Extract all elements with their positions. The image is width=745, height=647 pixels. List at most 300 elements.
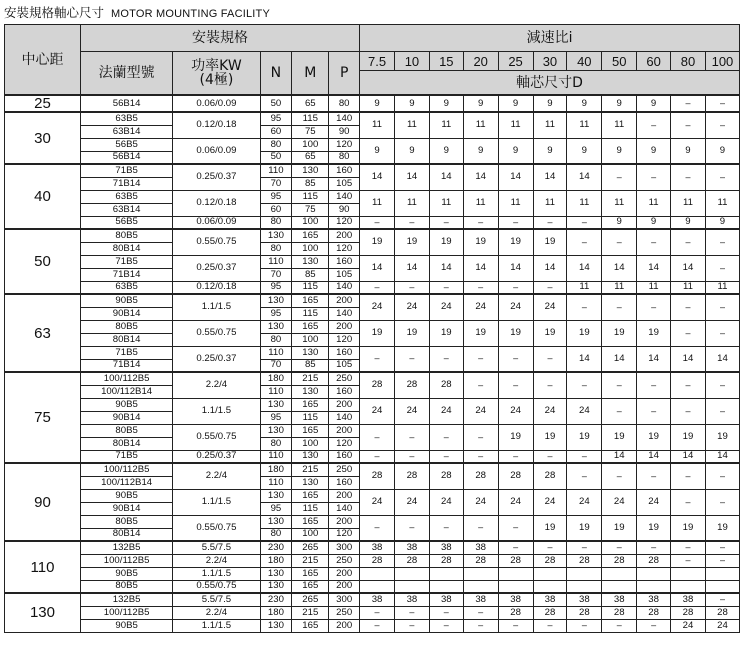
n-cell: 180 [260, 463, 292, 476]
m-cell: 75 [292, 203, 329, 216]
shaft-size-cell: – [394, 346, 429, 372]
table-row [5, 95, 740, 112]
m-cell: 165 [292, 229, 329, 242]
n-cell: 95 [260, 411, 292, 424]
shaft-size-cell: 24 [394, 294, 429, 320]
shaft-size-cell: – [671, 372, 706, 398]
ratio-header: 7.5 [360, 52, 395, 71]
shaft-size-cell: – [671, 229, 706, 255]
shaft-size-cell: 19 [533, 229, 567, 255]
shaft-size-cell: – [360, 346, 395, 372]
shaft-size-cell: 24 [429, 489, 463, 515]
m-cell: 75 [292, 125, 329, 138]
ratio-header: 25 [498, 52, 533, 71]
shaft-size-cell: – [533, 216, 567, 229]
shaft-size-cell: – [567, 294, 602, 320]
power-cell: 0.12/0.18 [173, 190, 260, 216]
shaft-size-cell: – [463, 606, 498, 619]
n-cell: 80 [260, 528, 292, 541]
shaft-size-cell: 28 [602, 554, 637, 567]
shaft-size-cell: 14 [637, 346, 671, 372]
shaft-size-cell [394, 567, 429, 580]
shaft-size-cell: 28 [498, 463, 533, 489]
power-cell: 0.55/0.75 [173, 320, 260, 346]
shaft-size-cell: 9 [463, 138, 498, 164]
shaft-size-cell: – [567, 450, 602, 463]
m-cell: 115 [292, 502, 329, 515]
table-row [5, 489, 740, 502]
shaft-size-cell: – [463, 424, 498, 450]
flange-cell: 56B5 [80, 138, 172, 151]
m-cell: 165 [292, 567, 329, 580]
table-row [5, 593, 740, 606]
shaft-size-cell: 19 [671, 515, 706, 541]
shaft-size-cell: 19 [671, 424, 706, 450]
p-cell: 250 [329, 554, 360, 567]
shaft-size-cell: – [637, 112, 671, 138]
flange-cell: 90B14 [80, 411, 172, 424]
p-cell: 120 [329, 242, 360, 255]
n-cell: 80 [260, 242, 292, 255]
shaft-size-cell: – [671, 112, 706, 138]
p-cell: 200 [329, 320, 360, 333]
power-cell: 2.2/4 [173, 372, 260, 398]
n-cell: 110 [260, 346, 292, 359]
shaft-size-cell: 14 [533, 255, 567, 281]
n-cell: 80 [260, 437, 292, 450]
n-cell: 180 [260, 554, 292, 567]
shaft-size-cell: – [602, 372, 637, 398]
shaft-size-cell: 11 [567, 112, 602, 138]
power-cell: 0.55/0.75 [173, 229, 260, 255]
mounting-spec-table [4, 24, 740, 633]
flange-cell: 80B14 [80, 528, 172, 541]
p-cell: 120 [329, 437, 360, 450]
shaft-size-cell: – [360, 424, 395, 450]
shaft-size-cell: 11 [671, 281, 706, 294]
m-cell: 115 [292, 190, 329, 203]
flange-cell: 71B14 [80, 177, 172, 190]
p-cell: 105 [329, 359, 360, 372]
shaft-size-cell: 19 [463, 320, 498, 346]
table-body [5, 95, 740, 632]
shaft-size-cell: 28 [533, 554, 567, 567]
shaft-size-cell: 11 [602, 190, 637, 216]
flange-cell: 100/112B5 [80, 372, 172, 385]
shaft-size-cell: 24 [567, 398, 602, 424]
flange-cell: 90B5 [80, 489, 172, 502]
shaft-size-cell: 28 [360, 554, 395, 567]
n-cell: 110 [260, 255, 292, 268]
flange-cell: 80B5 [80, 515, 172, 528]
flange-cell: 100/112B14 [80, 385, 172, 398]
shaft-size-cell: – [533, 619, 567, 632]
m-cell: 65 [292, 95, 329, 112]
title-zh: 安裝規格軸心尺寸 [4, 5, 105, 20]
ratio-header: 80 [671, 52, 706, 71]
shaft-size-cell [602, 580, 637, 593]
shaft-size-cell [498, 567, 533, 580]
p-cell: 140 [329, 281, 360, 294]
shaft-size-cell [429, 567, 463, 580]
shaft-size-cell: – [637, 398, 671, 424]
flange-cell: 71B5 [80, 450, 172, 463]
shaft-size-cell: 14 [429, 164, 463, 190]
shaft-size-cell: – [637, 294, 671, 320]
flange-cell: 90B5 [80, 294, 172, 307]
m-cell: 100 [292, 437, 329, 450]
shaft-size-cell: 19 [463, 229, 498, 255]
m-cell: 130 [292, 255, 329, 268]
n-cell: 50 [260, 151, 292, 164]
shaft-size-cell: 28 [602, 606, 637, 619]
n-cell: 180 [260, 606, 292, 619]
shaft-size-cell: – [429, 606, 463, 619]
table-row [5, 450, 740, 463]
p-cell: 140 [329, 112, 360, 125]
flange-cell: 63B5 [80, 281, 172, 294]
shaft-size-cell: – [360, 515, 395, 541]
shaft-size-cell: – [705, 541, 739, 554]
m-cell: 65 [292, 151, 329, 164]
shaft-size-cell: 19 [567, 424, 602, 450]
table-row [5, 164, 740, 177]
n-cell: 95 [260, 502, 292, 515]
shaft-size-cell: 14 [567, 164, 602, 190]
shaft-size-cell: – [498, 216, 533, 229]
shaft-size-cell: 11 [463, 190, 498, 216]
shaft-size-cell: – [637, 229, 671, 255]
flange-cell: 63B14 [80, 203, 172, 216]
table-header [5, 25, 740, 96]
center-distance-cell: 75 [5, 372, 81, 463]
shaft-size-cell: 9 [671, 216, 706, 229]
n-cell: 110 [260, 476, 292, 489]
center-distance-cell: 40 [5, 164, 81, 229]
shaft-size-cell: 28 [637, 606, 671, 619]
n-cell: 130 [260, 398, 292, 411]
shaft-size-cell [637, 567, 671, 580]
n-cell: 130 [260, 619, 292, 632]
flange-cell: 71B14 [80, 359, 172, 372]
table-row [5, 138, 740, 151]
shaft-size-cell: 14 [567, 255, 602, 281]
table-row [5, 190, 740, 203]
n-cell: 130 [260, 489, 292, 502]
shaft-size-cell: 19 [533, 320, 567, 346]
shaft-size-cell: 28 [360, 372, 395, 398]
shaft-size-cell: 14 [360, 255, 395, 281]
n-cell: 130 [260, 229, 292, 242]
shaft-size-cell: 24 [533, 398, 567, 424]
shaft-size-cell: 9 [705, 138, 739, 164]
shaft-size-cell: 11 [567, 281, 602, 294]
shaft-size-cell: – [394, 606, 429, 619]
shaft-size-cell: 38 [602, 593, 637, 606]
power-cell: 2.2/4 [173, 606, 260, 619]
shaft-size-cell: 28 [567, 554, 602, 567]
shaft-size-cell: – [602, 229, 637, 255]
m-cell: 165 [292, 489, 329, 502]
m-cell: 100 [292, 333, 329, 346]
shaft-size-cell [671, 567, 706, 580]
p-cell: 200 [329, 294, 360, 307]
m-cell: 130 [292, 385, 329, 398]
shaft-size-cell: – [394, 424, 429, 450]
power-cell: 0.06/0.09 [173, 95, 260, 112]
flange-cell: 132B5 [80, 541, 172, 554]
shaft-size-cell: 9 [394, 138, 429, 164]
n-cell: 95 [260, 190, 292, 203]
shaft-size-cell: 38 [637, 593, 671, 606]
p-cell: 300 [329, 541, 360, 554]
power-cell: 0.12/0.18 [173, 281, 260, 294]
m-cell: 115 [292, 112, 329, 125]
power-cell: 0.25/0.37 [173, 450, 260, 463]
shaft-size-cell: 14 [671, 346, 706, 372]
shaft-size-cell: 28 [463, 554, 498, 567]
m-cell: 165 [292, 619, 329, 632]
shaft-size-cell: – [567, 372, 602, 398]
shaft-size-cell: 19 [533, 515, 567, 541]
table-row [5, 294, 740, 307]
power-cell: 0.06/0.09 [173, 216, 260, 229]
shaft-size-cell: – [498, 450, 533, 463]
shaft-size-cell: 28 [637, 554, 671, 567]
n-cell: 230 [260, 541, 292, 554]
p-cell: 105 [329, 268, 360, 281]
table-row [5, 216, 740, 229]
m-cell: 100 [292, 216, 329, 229]
p-cell: 90 [329, 203, 360, 216]
shaft-size-cell: 11 [567, 190, 602, 216]
flange-cell: 100/112B5 [80, 554, 172, 567]
shaft-size-cell: – [602, 619, 637, 632]
shaft-size-cell: 14 [705, 346, 739, 372]
flange-cell: 80B5 [80, 424, 172, 437]
install-spec-header: 安裝規格 [80, 25, 359, 52]
shaft-size-cell: 28 [533, 463, 567, 489]
shaft-size-cell: – [705, 398, 739, 424]
shaft-size-cell: 11 [498, 190, 533, 216]
p-cell: 200 [329, 619, 360, 632]
shaft-size-cell: 9 [498, 138, 533, 164]
shaft-size-cell: 24 [671, 619, 706, 632]
n-cell: 50 [260, 95, 292, 112]
shaft-size-cell: – [567, 463, 602, 489]
shaft-size-cell: 14 [637, 450, 671, 463]
shaft-size-cell: 24 [637, 489, 671, 515]
shaft-size-cell: – [671, 463, 706, 489]
shaft-size-cell: 24 [463, 489, 498, 515]
m-cell: 165 [292, 320, 329, 333]
p-cell: 160 [329, 255, 360, 268]
flange-cell: 80B5 [80, 229, 172, 242]
shaft-size-cell: – [463, 281, 498, 294]
p-cell: 80 [329, 151, 360, 164]
m-cell: 85 [292, 268, 329, 281]
shaft-size-cell: 28 [705, 606, 739, 619]
shaft-size-cell: 19 [705, 515, 739, 541]
ratio-header: 100 [705, 52, 739, 71]
table-row [5, 255, 740, 268]
shaft-size-cell: – [637, 541, 671, 554]
shaft-size-cell: 24 [360, 398, 395, 424]
p-cell: 120 [329, 138, 360, 151]
shaft-size-cell: 28 [429, 372, 463, 398]
shaft-size-cell: – [360, 606, 395, 619]
p-cell: 200 [329, 515, 360, 528]
power-cell: 1.1/1.5 [173, 294, 260, 320]
shaft-size-cell: 24 [394, 489, 429, 515]
p-cell: 250 [329, 606, 360, 619]
shaft-size-cell: – [533, 372, 567, 398]
shaft-size-cell: 28 [429, 463, 463, 489]
shaft-size-cell: – [498, 619, 533, 632]
shaft-size-cell: – [567, 216, 602, 229]
n-cell: 70 [260, 268, 292, 281]
shaft-size-cell: 14 [429, 255, 463, 281]
page-title [4, 3, 270, 21]
shaft-size-cell: 28 [394, 463, 429, 489]
shaft-size-cell: – [602, 463, 637, 489]
p-cell: 105 [329, 177, 360, 190]
table-row [5, 320, 740, 333]
power-cell: 0.06/0.09 [173, 138, 260, 164]
shaft-size-cell: 9 [637, 216, 671, 229]
m-cell: 100 [292, 242, 329, 255]
n-cell: 60 [260, 125, 292, 138]
shaft-size-cell: – [705, 112, 739, 138]
m-cell: 265 [292, 541, 329, 554]
n-cell: 110 [260, 385, 292, 398]
shaft-size-cell: 38 [360, 541, 395, 554]
table-row [5, 606, 740, 619]
shaft-size-cell: 14 [463, 255, 498, 281]
shaft-size-cell: – [463, 619, 498, 632]
shaft-size-cell [567, 580, 602, 593]
power-cell: 0.55/0.75 [173, 515, 260, 541]
n-cell: 95 [260, 112, 292, 125]
flange-cell: 90B14 [80, 307, 172, 320]
p-cell: 300 [329, 593, 360, 606]
flange-cell: 90B5 [80, 398, 172, 411]
p-cell: 120 [329, 333, 360, 346]
table-row [5, 554, 740, 567]
shaft-size-cell: – [671, 294, 706, 320]
p-cell: 120 [329, 216, 360, 229]
p-cell: 200 [329, 398, 360, 411]
n-cell: 60 [260, 203, 292, 216]
shaft-size-cell: 14 [671, 450, 706, 463]
reduction-ratio-header: 減速比i [360, 25, 740, 52]
m-cell: 215 [292, 554, 329, 567]
flange-cell: 100/112B14 [80, 476, 172, 489]
ratio-header: 50 [602, 52, 637, 71]
p-cell: 160 [329, 450, 360, 463]
table-row [5, 619, 740, 632]
shaft-size-cell: – [463, 515, 498, 541]
shaft-size-cell: 9 [567, 95, 602, 112]
shaft-size-cell: 38 [429, 541, 463, 554]
power-cell: 2.2/4 [173, 463, 260, 489]
shaft-size-cell: 14 [498, 255, 533, 281]
n-cell: 180 [260, 372, 292, 385]
p-cell: 160 [329, 164, 360, 177]
table-row [5, 541, 740, 554]
flange-cell: 71B14 [80, 268, 172, 281]
m-cell: 115 [292, 411, 329, 424]
table-row [5, 463, 740, 476]
shaft-size-cell: – [602, 398, 637, 424]
power-cell: 5.5/7.5 [173, 541, 260, 554]
shaft-size-cell [602, 567, 637, 580]
shaft-size-cell [394, 580, 429, 593]
shaft-size-cell: 24 [567, 489, 602, 515]
shaft-size-cell: 19 [637, 515, 671, 541]
shaft-size-cell: 38 [533, 593, 567, 606]
shaft-size-cell: 11 [533, 112, 567, 138]
table-row [5, 112, 740, 125]
shaft-size-cell: – [498, 541, 533, 554]
m-cell: 165 [292, 424, 329, 437]
shaft-size-cell: 24 [602, 489, 637, 515]
shaft-size-cell: 19 [602, 320, 637, 346]
shaft-size-cell: 19 [429, 229, 463, 255]
p-cell: 200 [329, 229, 360, 242]
power-cell: 1.1/1.5 [173, 489, 260, 515]
n-cell: 80 [260, 333, 292, 346]
shaft-size-cell: 14 [602, 346, 637, 372]
power-cell: 1.1/1.5 [173, 567, 260, 580]
n-cell: 70 [260, 177, 292, 190]
shaft-size-cell [705, 567, 739, 580]
table-row [5, 346, 740, 359]
shaft-size-cell: 19 [498, 320, 533, 346]
p-cell: 200 [329, 424, 360, 437]
shaft-size-cell: 28 [567, 606, 602, 619]
shaft-size-cell: – [463, 346, 498, 372]
shaft-size-cell: 9 [429, 95, 463, 112]
shaft-size-cell: – [394, 450, 429, 463]
m-cell: 165 [292, 398, 329, 411]
shaft-size-cell: – [429, 619, 463, 632]
shaft-size-cell [360, 580, 395, 593]
shaft-size-cell: – [567, 541, 602, 554]
shaft-size-cell: – [394, 281, 429, 294]
m-cell: 85 [292, 359, 329, 372]
table-row [5, 229, 740, 242]
p-cell: 200 [329, 489, 360, 502]
shaft-size-cell: 9 [705, 216, 739, 229]
p-cell: 200 [329, 567, 360, 580]
shaft-size-cell: – [429, 216, 463, 229]
shaft-size-cell: 14 [602, 450, 637, 463]
shaft-size-cell: 11 [360, 112, 395, 138]
n-cell: 130 [260, 515, 292, 528]
shaft-size-cell: 19 [533, 424, 567, 450]
shaft-size-cell: 28 [394, 372, 429, 398]
shaft-size-cell: 28 [463, 463, 498, 489]
table-row [5, 372, 740, 385]
p-cell: 160 [329, 385, 360, 398]
shaft-size-cell: – [567, 229, 602, 255]
flange-cell: 90B5 [80, 619, 172, 632]
shaft-size-cell [671, 580, 706, 593]
shaft-size-cell: 14 [637, 255, 671, 281]
power-cell: 0.12/0.18 [173, 112, 260, 138]
m-cell: 130 [292, 346, 329, 359]
